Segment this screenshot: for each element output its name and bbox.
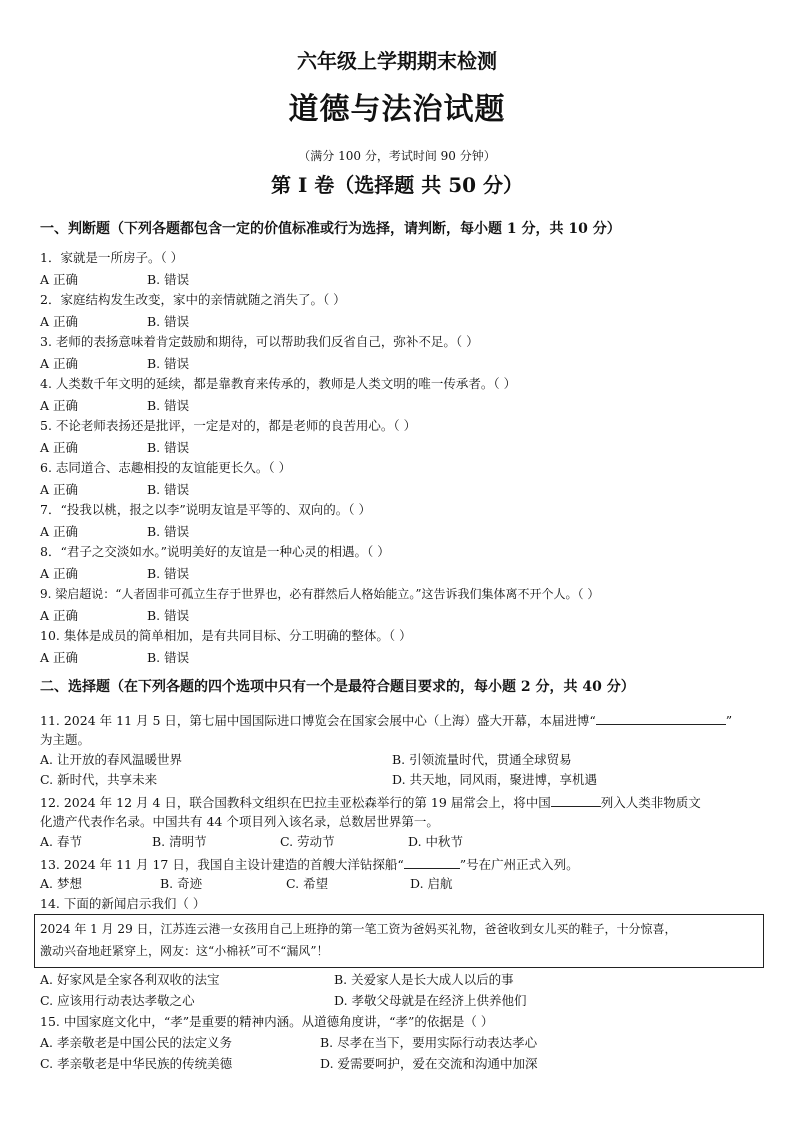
section2-title: 二、选择题（在下列各题的四个选项中只有一个是最符合题目要求的，每小题 2 分，共 40 分） [40,679,635,695]
q9-option-b: B. 错误 [147,608,190,623]
q1-option-b: B. 错误 [147,272,190,287]
q11-blank [596,712,726,725]
q13-stem-part2: ”号在广州正式入列。 [459,857,579,872]
q7-option-b: B. 错误 [147,524,190,539]
q8-option-b: B. 错误 [147,566,190,581]
q6-option-a: A 正确 [40,482,79,497]
q11-stem-part1: 11. 2024 年 11 月 5 日，第七届中国国际进口博览会在国家会展中心（上海）盛大开幕，本届进博“ [40,713,596,728]
grade-title: 六年级上学期期末检测 [297,49,497,73]
q9-stem: 9. 梁启超说：“人者固非可孤立生存于世界也，必有群然后人格始能立。”这告诉我们集体离不开个人。（ ） [40,587,600,601]
q15-stem: 15. 中国家庭文化中，“孝”是重要的精神内涵。从道德角度讲，“孝”的依据是（ ） [40,1014,494,1029]
q13-option-b: B. 奇迹 [160,876,203,891]
q13-stem [40,856,579,873]
q1-option-a: A 正确 [40,272,79,287]
q15-option-d: D. 爱需要呵护，爱在交流和沟通中加深 [320,1056,538,1071]
q15-option-c: C. 孝亲敬老是中华民族的传统美德 [40,1056,233,1071]
q10-stem: 10. 集体是成员的简单相加，是有共同目标、分工明确的整体。（ ） [40,628,412,643]
q12-stem-line2: 化遗产代表作名录。中国共有 44 个项目列入该名录，总数居世界第一。 [40,814,439,829]
q6-option-b: B. 错误 [147,482,190,497]
q12-stem-part1: 12. 2024 年 12 月 4 日，联合国教科文组织在巴拉圭亚松森举行的第 19 届常会上，将中国 [40,795,551,810]
q4-stem: 4. 人类数千年文明的延续，都是靠教育来传承的，教师是人类文明的唯一传承者。（ ） [40,376,517,391]
q7-stem: 7．“投我以桃，报之以李”说明友谊是平等的、双向的。（ ） [40,502,371,517]
q5-stem: 5. 不论老师表扬还是批评，一定是对的，都是老师的良苦用心。（ ） [40,418,417,433]
section1-title: 一、判断题（下列各题都包含一定的价值标准或行为选择，请判断，每小题 1 分，共 10 分） [40,221,621,237]
q11-option-b: B. 引领流量时代，贯通全球贸易 [392,752,572,767]
q11-stem-line2: 为主题。 [40,732,91,747]
q5-option-a: A 正确 [40,440,79,455]
q14-material-line2: 激动兴奋地赶紧穿上，网友：这“小棉袄”可不“漏风”！ [40,944,329,958]
q15-option-a: A. 孝亲敬老是中国公民的法定义务 [40,1035,232,1050]
q6-stem: 6. 志同道合、志趣相投的友谊能更长久。（ ） [40,460,292,475]
q14-stem: 14. 下面的新闻启示我们（ ） [40,896,206,911]
q12-option-d: D. 中秋节 [408,834,464,849]
q12-option-b: B. 清明节 [152,834,207,849]
q3-option-a: A 正确 [40,356,79,371]
q2-option-a: A 正确 [40,314,79,329]
subject-title: 道德与法治试题 [288,92,506,127]
q9-option-a: A 正确 [40,608,79,623]
q14-option-c: C. 应该用行动表达孝敬之心 [40,993,195,1008]
q11-stem-part2: ” [725,713,733,728]
q13-stem-part1: 13. 2024 年 11 月 17 日，我国自主设计建造的首艘大洋钻探船“ [40,857,404,872]
q7-option-a: A 正确 [40,524,79,539]
q11-option-c: C. 新时代，共享未来 [40,772,158,787]
q3-option-b: B. 错误 [147,356,190,371]
q13-option-a: A. 梦想 [40,876,82,891]
exam-note: （满分 100 分，考试时间 90 分钟） [298,149,496,163]
q11-option-a: A. 让开放的春风温暖世界 [40,752,182,767]
q12-stem-part2: 列入人类非物质文 [600,795,701,810]
q1-stem: 1．家就是一所房子。（ ） [40,250,184,265]
q12-stem-line1 [40,794,701,811]
q12-option-c: C. 劳动节 [280,834,335,849]
q14-material-line1: 2024 年 1 月 29 日，江苏连云港一女孩用自己上班挣的第一笔工资为爸妈买礼物，爸爸收到女儿买的鞋子，十分惊喜， [40,922,677,936]
q8-stem: 8．“君子之交淡如水。”说明美好的友谊是一种心灵的相遇。（ ） [40,544,390,559]
q13-option-c: C. 希望 [286,876,329,891]
q14-option-b: B. 关爱家人是长大成人以后的事 [334,972,514,987]
q5-option-b: B. 错误 [147,440,190,455]
q2-stem: 2．家庭结构发生改变，家中的亲情就随之消失了。（ ） [40,292,346,307]
q8-option-a: A 正确 [40,566,79,581]
q4-option-b: B. 错误 [147,398,190,413]
q11-stem-line1 [40,712,732,729]
q15-option-b: B. 尽孝在当下，要用实际行动表达孝心 [320,1035,538,1050]
q12-option-a: A. 春节 [40,834,82,849]
q4-option-a: A 正确 [40,398,79,413]
volume-title: 第 I 卷（选择题 共 50 分） [270,173,523,197]
q14-option-a: A. 好家风是全家各利双收的法宝 [40,972,220,987]
q13-option-d: D. 启航 [410,876,453,891]
q14-option-d: D. 孝敬父母就是在经济上供养他们 [334,993,527,1008]
q13-blank [404,856,460,869]
q12-blank [551,794,601,807]
q2-option-b: B. 错误 [147,314,190,329]
q3-stem: 3. 老师的表扬意味着肯定鼓励和期待，可以帮助我们反省自己，弥补不足。（ ） [40,334,479,349]
q10-option-a: A 正确 [40,650,79,665]
q11-option-d: D. 共天地，同风雨，聚进博，享机遇 [392,772,598,787]
q10-option-b: B. 错误 [147,650,190,665]
